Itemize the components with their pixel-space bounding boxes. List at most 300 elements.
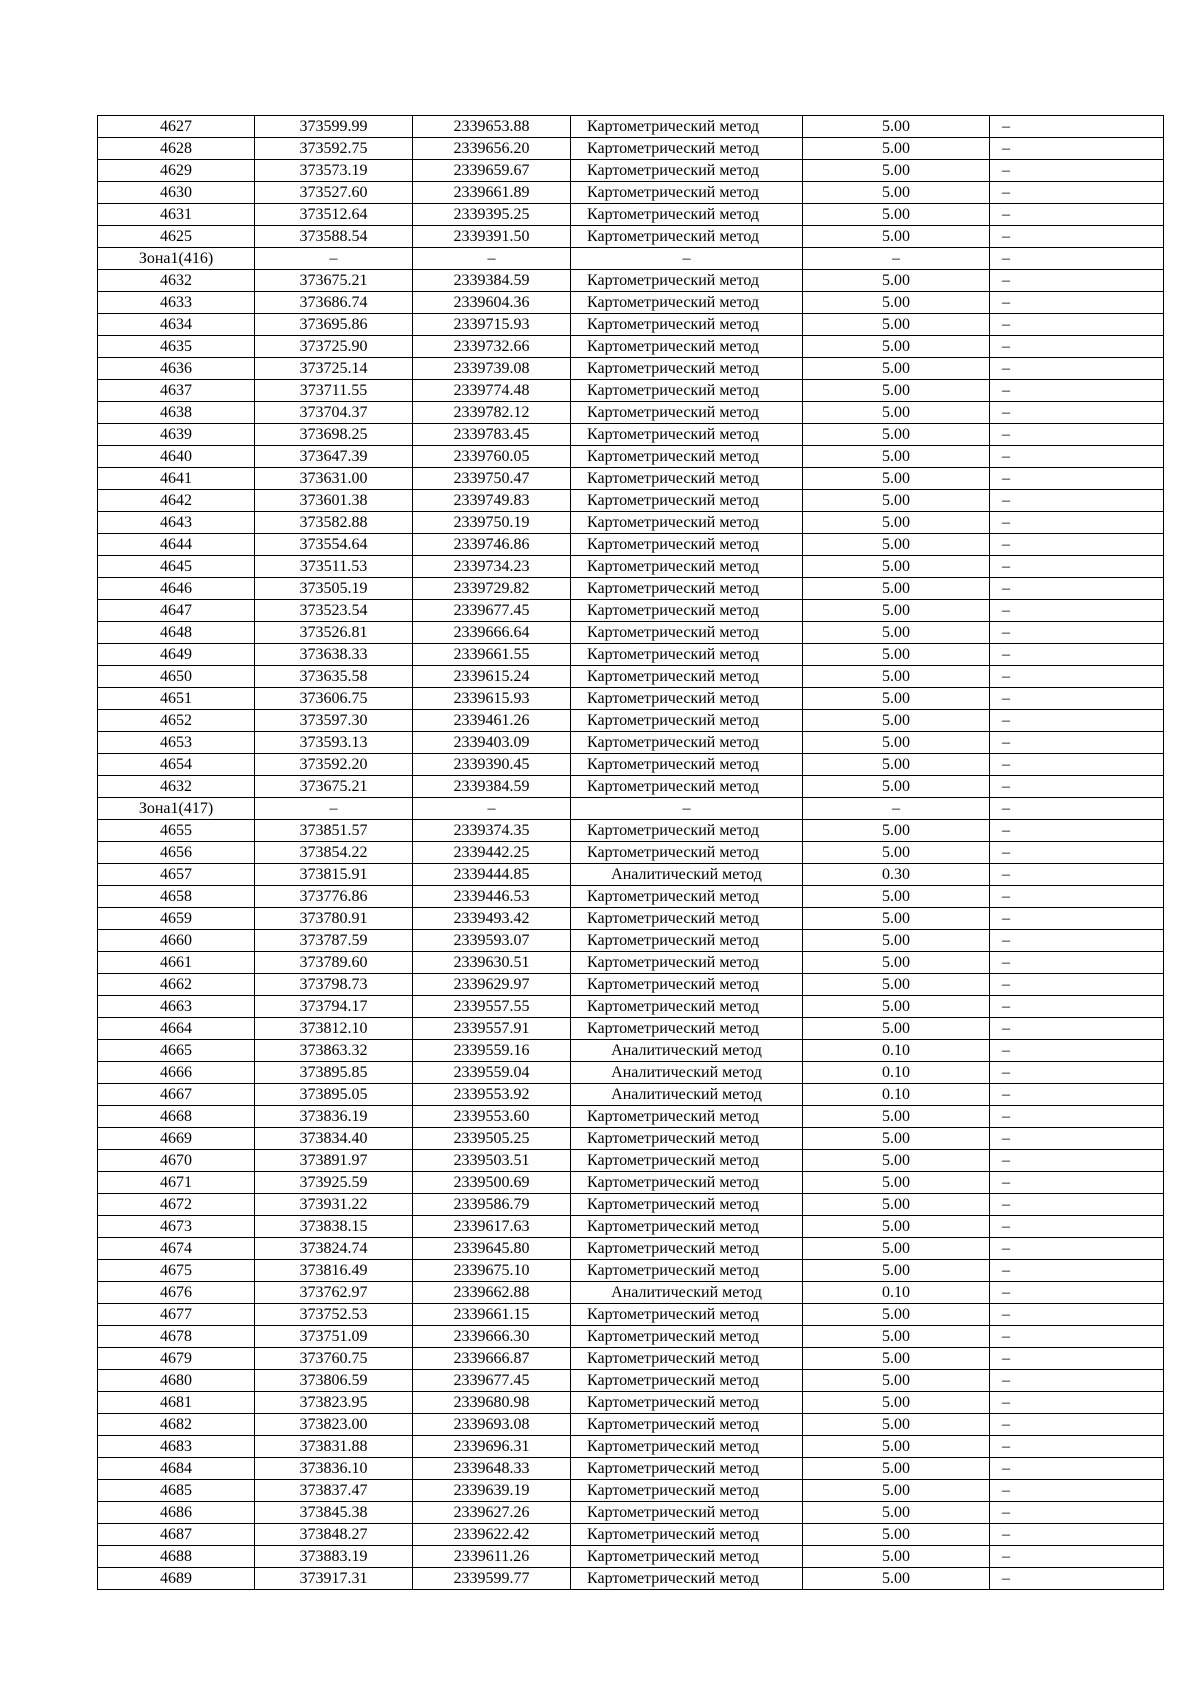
table-row <box>98 1172 1164 1194</box>
x-coordinate-cell: 373831.88 <box>255 1436 413 1458</box>
description-cell: – <box>990 1238 1164 1260</box>
accuracy-cell: – <box>803 798 990 820</box>
description-cell: – <box>990 1304 1164 1326</box>
point-number-cell: 4637 <box>98 380 255 402</box>
method-cell: Картометрический метод <box>571 1502 803 1524</box>
description-cell: – <box>990 974 1164 996</box>
accuracy-cell: 5.00 <box>803 1128 990 1150</box>
y-coordinate-cell: 2339749.83 <box>413 490 571 512</box>
point-number-cell: 4686 <box>98 1502 255 1524</box>
point-number-cell: 4644 <box>98 534 255 556</box>
description-cell: – <box>990 732 1164 754</box>
method-cell: Картометрический метод <box>571 578 803 600</box>
x-coordinate-cell: 373725.14 <box>255 358 413 380</box>
description-cell: – <box>990 1568 1164 1590</box>
y-coordinate-cell: 2339666.30 <box>413 1326 571 1348</box>
accuracy-cell: 5.00 <box>803 952 990 974</box>
x-coordinate-cell: 373762.97 <box>255 1282 413 1304</box>
x-coordinate-cell: 373511.53 <box>255 556 413 578</box>
accuracy-cell: 5.00 <box>803 292 990 314</box>
y-coordinate-cell: 2339442.25 <box>413 842 571 864</box>
point-number-cell: 4670 <box>98 1150 255 1172</box>
accuracy-cell: 5.00 <box>803 1260 990 1282</box>
point-number-cell: 4663 <box>98 996 255 1018</box>
accuracy-cell: 5.00 <box>803 710 990 732</box>
point-number-cell: 4629 <box>98 160 255 182</box>
x-coordinate-cell: 373823.00 <box>255 1414 413 1436</box>
accuracy-cell: 5.00 <box>803 1414 990 1436</box>
x-coordinate-cell: 373787.59 <box>255 930 413 952</box>
method-cell: Картометрический метод <box>571 490 803 512</box>
table-row <box>98 842 1164 864</box>
y-coordinate-cell: 2339648.33 <box>413 1458 571 1480</box>
accuracy-cell: 5.00 <box>803 1348 990 1370</box>
y-coordinate-cell: 2339750.19 <box>413 512 571 534</box>
y-coordinate-cell: 2339627.26 <box>413 1502 571 1524</box>
description-cell: – <box>990 688 1164 710</box>
accuracy-cell: 5.00 <box>803 424 990 446</box>
x-coordinate-cell: 373845.38 <box>255 1502 413 1524</box>
description-cell: – <box>990 666 1164 688</box>
x-coordinate-cell: 373883.19 <box>255 1546 413 1568</box>
y-coordinate-cell: 2339611.26 <box>413 1546 571 1568</box>
x-coordinate-cell: 373895.85 <box>255 1062 413 1084</box>
x-coordinate-cell: 373599.99 <box>255 116 413 138</box>
description-cell: – <box>990 446 1164 468</box>
accuracy-cell: 5.00 <box>803 490 990 512</box>
accuracy-cell: 5.00 <box>803 336 990 358</box>
point-number-cell: 4647 <box>98 600 255 622</box>
point-number-cell: 4660 <box>98 930 255 952</box>
method-cell: – <box>571 798 803 820</box>
table-row <box>98 1260 1164 1282</box>
table-row <box>98 468 1164 490</box>
x-coordinate-cell: 373573.19 <box>255 160 413 182</box>
accuracy-cell: 5.00 <box>803 644 990 666</box>
point-number-cell: 4643 <box>98 512 255 534</box>
accuracy-cell: 5.00 <box>803 512 990 534</box>
point-number-cell: 4653 <box>98 732 255 754</box>
description-cell: – <box>990 798 1164 820</box>
y-coordinate-cell: 2339666.64 <box>413 622 571 644</box>
accuracy-cell: 5.00 <box>803 1194 990 1216</box>
accuracy-cell: 5.00 <box>803 314 990 336</box>
method-cell: Картометрический метод <box>571 314 803 336</box>
description-cell: – <box>990 1216 1164 1238</box>
table-row <box>98 1304 1164 1326</box>
point-number-cell: 4667 <box>98 1084 255 1106</box>
table-row <box>98 490 1164 512</box>
x-coordinate-cell: 373834.40 <box>255 1128 413 1150</box>
point-number-cell: 4655 <box>98 820 255 842</box>
accuracy-cell: – <box>803 248 990 270</box>
y-coordinate-cell: 2339774.48 <box>413 380 571 402</box>
method-cell: Картометрический метод <box>571 974 803 996</box>
description-cell: – <box>990 578 1164 600</box>
method-cell: Картометрический метод <box>571 952 803 974</box>
table-row <box>98 1106 1164 1128</box>
table-row <box>98 512 1164 534</box>
x-coordinate-cell: 373836.10 <box>255 1458 413 1480</box>
point-number-cell: 4674 <box>98 1238 255 1260</box>
method-cell: Картометрический метод <box>571 1238 803 1260</box>
point-number-cell: 4657 <box>98 864 255 886</box>
point-number-cell: Зона1(416) <box>98 248 255 270</box>
accuracy-cell: 5.00 <box>803 754 990 776</box>
description-cell: – <box>990 908 1164 930</box>
table-row <box>98 1502 1164 1524</box>
accuracy-cell: 5.00 <box>803 402 990 424</box>
y-coordinate-cell: 2339677.45 <box>413 1370 571 1392</box>
method-cell: Картометрический метод <box>571 688 803 710</box>
method-cell: Картометрический метод <box>571 1260 803 1282</box>
method-cell: Картометрический метод <box>571 292 803 314</box>
method-cell: Картометрический метод <box>571 710 803 732</box>
point-number-cell: 4685 <box>98 1480 255 1502</box>
table-row <box>98 402 1164 424</box>
description-cell: – <box>990 1062 1164 1084</box>
x-coordinate-cell: 373638.33 <box>255 644 413 666</box>
accuracy-cell: 5.00 <box>803 358 990 380</box>
y-coordinate-cell: 2339617.63 <box>413 1216 571 1238</box>
y-coordinate-cell: 2339384.59 <box>413 270 571 292</box>
y-coordinate-cell: 2339553.60 <box>413 1106 571 1128</box>
x-coordinate-cell: 373752.53 <box>255 1304 413 1326</box>
x-coordinate-cell: – <box>255 248 413 270</box>
accuracy-cell: 5.00 <box>803 776 990 798</box>
y-coordinate-cell: 2339599.77 <box>413 1568 571 1590</box>
y-coordinate-cell: 2339374.35 <box>413 820 571 842</box>
method-cell: Картометрический метод <box>571 380 803 402</box>
x-coordinate-cell: 373526.81 <box>255 622 413 644</box>
point-number-cell: 4666 <box>98 1062 255 1084</box>
point-number-cell: 4641 <box>98 468 255 490</box>
table-row <box>98 710 1164 732</box>
table-row <box>98 1370 1164 1392</box>
method-cell: Картометрический метод <box>571 1414 803 1436</box>
table-row <box>98 446 1164 468</box>
description-cell: – <box>990 776 1164 798</box>
method-cell: Картометрический метод <box>571 1172 803 1194</box>
y-coordinate-cell: – <box>413 248 571 270</box>
point-number-cell: 4636 <box>98 358 255 380</box>
method-cell: Картометрический метод <box>571 468 803 490</box>
point-number-cell: 4688 <box>98 1546 255 1568</box>
description-cell: – <box>990 930 1164 952</box>
x-coordinate-cell: 373597.30 <box>255 710 413 732</box>
method-cell: Картометрический метод <box>571 886 803 908</box>
table-row <box>98 1194 1164 1216</box>
description-cell: – <box>990 1458 1164 1480</box>
table-row <box>98 1568 1164 1590</box>
y-coordinate-cell: 2339662.88 <box>413 1282 571 1304</box>
description-cell: – <box>990 1524 1164 1546</box>
table-row <box>98 864 1164 886</box>
method-cell: Картометрический метод <box>571 600 803 622</box>
point-number-cell: 4642 <box>98 490 255 512</box>
y-coordinate-cell: – <box>413 798 571 820</box>
table-row <box>98 930 1164 952</box>
description-cell: – <box>990 1326 1164 1348</box>
y-coordinate-cell: 2339746.86 <box>413 534 571 556</box>
description-cell: – <box>990 556 1164 578</box>
method-cell: Картометрический метод <box>571 908 803 930</box>
y-coordinate-cell: 2339505.25 <box>413 1128 571 1150</box>
method-cell: Картометрический метод <box>571 1194 803 1216</box>
x-coordinate-cell: 373854.22 <box>255 842 413 864</box>
y-coordinate-cell: 2339615.24 <box>413 666 571 688</box>
point-number-cell: 4635 <box>98 336 255 358</box>
y-coordinate-cell: 2339395.25 <box>413 204 571 226</box>
y-coordinate-cell: 2339622.42 <box>413 1524 571 1546</box>
x-coordinate-cell: 373601.38 <box>255 490 413 512</box>
method-cell: Картометрический метод <box>571 534 803 556</box>
x-coordinate-cell: 373698.25 <box>255 424 413 446</box>
accuracy-cell: 5.00 <box>803 182 990 204</box>
method-cell: Картометрический метод <box>571 996 803 1018</box>
table-row <box>98 798 1164 820</box>
accuracy-cell: 5.00 <box>803 1172 990 1194</box>
method-cell: Картометрический метод <box>571 556 803 578</box>
point-number-cell: 4684 <box>98 1458 255 1480</box>
table-row <box>98 556 1164 578</box>
y-coordinate-cell: 2339760.05 <box>413 446 571 468</box>
y-coordinate-cell: 2339559.16 <box>413 1040 571 1062</box>
accuracy-cell: 5.00 <box>803 1106 990 1128</box>
accuracy-cell: 5.00 <box>803 1370 990 1392</box>
point-number-cell: 4646 <box>98 578 255 600</box>
table-row <box>98 1392 1164 1414</box>
accuracy-cell: 5.00 <box>803 1150 990 1172</box>
table-row <box>98 182 1164 204</box>
y-coordinate-cell: 2339693.08 <box>413 1414 571 1436</box>
accuracy-cell: 0.30 <box>803 864 990 886</box>
method-cell: Картометрический метод <box>571 116 803 138</box>
description-cell: – <box>990 182 1164 204</box>
description-cell: – <box>990 116 1164 138</box>
method-cell: Картометрический метод <box>571 182 803 204</box>
point-number-cell: 4654 <box>98 754 255 776</box>
y-coordinate-cell: 2339500.69 <box>413 1172 571 1194</box>
point-number-cell: 4662 <box>98 974 255 996</box>
point-number-cell: 4664 <box>98 1018 255 1040</box>
point-number-cell: 4632 <box>98 776 255 798</box>
point-number-cell: 4645 <box>98 556 255 578</box>
table-row <box>98 248 1164 270</box>
table-row <box>98 622 1164 644</box>
accuracy-cell: 5.00 <box>803 204 990 226</box>
x-coordinate-cell: 373823.95 <box>255 1392 413 1414</box>
method-cell: Картометрический метод <box>571 358 803 380</box>
y-coordinate-cell: 2339586.79 <box>413 1194 571 1216</box>
y-coordinate-cell: 2339666.87 <box>413 1348 571 1370</box>
accuracy-cell: 5.00 <box>803 688 990 710</box>
description-cell: – <box>990 204 1164 226</box>
y-coordinate-cell: 2339384.59 <box>413 776 571 798</box>
x-coordinate-cell: 373675.21 <box>255 776 413 798</box>
method-cell: Картометрический метод <box>571 1018 803 1040</box>
accuracy-cell: 5.00 <box>803 886 990 908</box>
x-coordinate-cell: 373593.13 <box>255 732 413 754</box>
y-coordinate-cell: 2339444.85 <box>413 864 571 886</box>
y-coordinate-cell: 2339734.23 <box>413 556 571 578</box>
description-cell: – <box>990 160 1164 182</box>
table-row <box>98 886 1164 908</box>
x-coordinate-cell: 373592.75 <box>255 138 413 160</box>
table-row <box>98 292 1164 314</box>
y-coordinate-cell: 2339461.26 <box>413 710 571 732</box>
x-coordinate-cell: 373704.37 <box>255 402 413 424</box>
y-coordinate-cell: 2339630.51 <box>413 952 571 974</box>
table-row <box>98 600 1164 622</box>
x-coordinate-cell: 373824.74 <box>255 1238 413 1260</box>
table-row <box>98 754 1164 776</box>
point-number-cell: 4675 <box>98 1260 255 1282</box>
accuracy-cell: 0.10 <box>803 1282 990 1304</box>
point-number-cell: 4640 <box>98 446 255 468</box>
x-coordinate-cell: 373635.58 <box>255 666 413 688</box>
method-cell: Картометрический метод <box>571 512 803 534</box>
x-coordinate-cell: 373686.74 <box>255 292 413 314</box>
x-coordinate-cell: 373816.49 <box>255 1260 413 1282</box>
description-cell: – <box>990 1546 1164 1568</box>
method-cell: Картометрический метод <box>571 1326 803 1348</box>
point-number-cell: 4659 <box>98 908 255 930</box>
table-row <box>98 1150 1164 1172</box>
accuracy-cell: 5.00 <box>803 1304 990 1326</box>
x-coordinate-cell: 373505.19 <box>255 578 413 600</box>
coordinates-table <box>97 115 1164 1590</box>
accuracy-cell: 5.00 <box>803 996 990 1018</box>
y-coordinate-cell: 2339675.10 <box>413 1260 571 1282</box>
x-coordinate-cell: 373837.47 <box>255 1480 413 1502</box>
description-cell: – <box>990 402 1164 424</box>
x-coordinate-cell: 373554.64 <box>255 534 413 556</box>
method-cell: Картометрический метод <box>571 1150 803 1172</box>
point-number-cell: 4689 <box>98 1568 255 1590</box>
point-number-cell: 4630 <box>98 182 255 204</box>
point-number-cell: 4625 <box>98 226 255 248</box>
y-coordinate-cell: 2339446.53 <box>413 886 571 908</box>
accuracy-cell: 5.00 <box>803 1238 990 1260</box>
y-coordinate-cell: 2339696.31 <box>413 1436 571 1458</box>
description-cell: – <box>990 226 1164 248</box>
y-coordinate-cell: 2339729.82 <box>413 578 571 600</box>
accuracy-cell: 5.00 <box>803 842 990 864</box>
method-cell: Картометрический метод <box>571 204 803 226</box>
description-cell: – <box>990 424 1164 446</box>
point-number-cell: 4634 <box>98 314 255 336</box>
x-coordinate-cell: 373588.54 <box>255 226 413 248</box>
accuracy-cell: 5.00 <box>803 1458 990 1480</box>
table-row <box>98 644 1164 666</box>
description-cell: – <box>990 468 1164 490</box>
description-cell: – <box>990 1150 1164 1172</box>
x-coordinate-cell: 373925.59 <box>255 1172 413 1194</box>
x-coordinate-cell: 373675.21 <box>255 270 413 292</box>
table-row <box>98 1282 1164 1304</box>
y-coordinate-cell: 2339639.19 <box>413 1480 571 1502</box>
point-number-cell: 4658 <box>98 886 255 908</box>
point-number-cell: 4669 <box>98 1128 255 1150</box>
method-cell: Картометрический метод <box>571 424 803 446</box>
point-number-cell: 4671 <box>98 1172 255 1194</box>
method-cell: Картометрический метод <box>571 1128 803 1150</box>
method-cell: Картометрический метод <box>571 402 803 424</box>
y-coordinate-cell: 2339677.45 <box>413 600 571 622</box>
point-number-cell: 4683 <box>98 1436 255 1458</box>
accuracy-cell: 5.00 <box>803 732 990 754</box>
x-coordinate-cell: 373776.86 <box>255 886 413 908</box>
table-row <box>98 1480 1164 1502</box>
method-cell: Картометрический метод <box>571 644 803 666</box>
table-row <box>98 358 1164 380</box>
accuracy-cell: 5.00 <box>803 1326 990 1348</box>
point-number-cell: 4680 <box>98 1370 255 1392</box>
x-coordinate-cell: 373725.90 <box>255 336 413 358</box>
table-row <box>98 974 1164 996</box>
accuracy-cell: 5.00 <box>803 270 990 292</box>
point-number-cell: 4649 <box>98 644 255 666</box>
description-cell: – <box>990 380 1164 402</box>
method-cell: Картометрический метод <box>571 1546 803 1568</box>
description-cell: – <box>990 1084 1164 1106</box>
table-row <box>98 996 1164 1018</box>
description-cell: – <box>990 710 1164 732</box>
table-row <box>98 270 1164 292</box>
point-number-cell: 4627 <box>98 116 255 138</box>
method-cell: Картометрический метод <box>571 336 803 358</box>
y-coordinate-cell: 2339615.93 <box>413 688 571 710</box>
method-cell: Картометрический метод <box>571 1304 803 1326</box>
y-coordinate-cell: 2339390.45 <box>413 754 571 776</box>
method-cell: Картометрический метод <box>571 820 803 842</box>
table-row <box>98 160 1164 182</box>
description-cell: – <box>990 600 1164 622</box>
table-row <box>98 1062 1164 1084</box>
method-cell: Картометрический метод <box>571 138 803 160</box>
table-row <box>98 1458 1164 1480</box>
point-number-cell: 4677 <box>98 1304 255 1326</box>
method-cell: Картометрический метод <box>571 1568 803 1590</box>
description-cell: – <box>990 358 1164 380</box>
table-row <box>98 424 1164 446</box>
description-cell: – <box>990 820 1164 842</box>
x-coordinate-cell: 373895.05 <box>255 1084 413 1106</box>
accuracy-cell: 5.00 <box>803 1524 990 1546</box>
table-row <box>98 1238 1164 1260</box>
x-coordinate-cell: 373512.64 <box>255 204 413 226</box>
x-coordinate-cell: 373806.59 <box>255 1370 413 1392</box>
point-number-cell: 4639 <box>98 424 255 446</box>
x-coordinate-cell: 373798.73 <box>255 974 413 996</box>
accuracy-cell: 5.00 <box>803 908 990 930</box>
x-coordinate-cell: 373836.19 <box>255 1106 413 1128</box>
point-number-cell: 4652 <box>98 710 255 732</box>
table-row <box>98 226 1164 248</box>
description-cell: – <box>990 864 1164 886</box>
method-cell: Картометрический метод <box>571 754 803 776</box>
table-row <box>98 204 1164 226</box>
y-coordinate-cell: 2339659.67 <box>413 160 571 182</box>
description-cell: – <box>990 1480 1164 1502</box>
x-coordinate-cell: 373523.54 <box>255 600 413 622</box>
description-cell: – <box>990 1128 1164 1150</box>
x-coordinate-cell: 373891.97 <box>255 1150 413 1172</box>
y-coordinate-cell: 2339403.09 <box>413 732 571 754</box>
description-cell: – <box>990 1106 1164 1128</box>
y-coordinate-cell: 2339559.04 <box>413 1062 571 1084</box>
